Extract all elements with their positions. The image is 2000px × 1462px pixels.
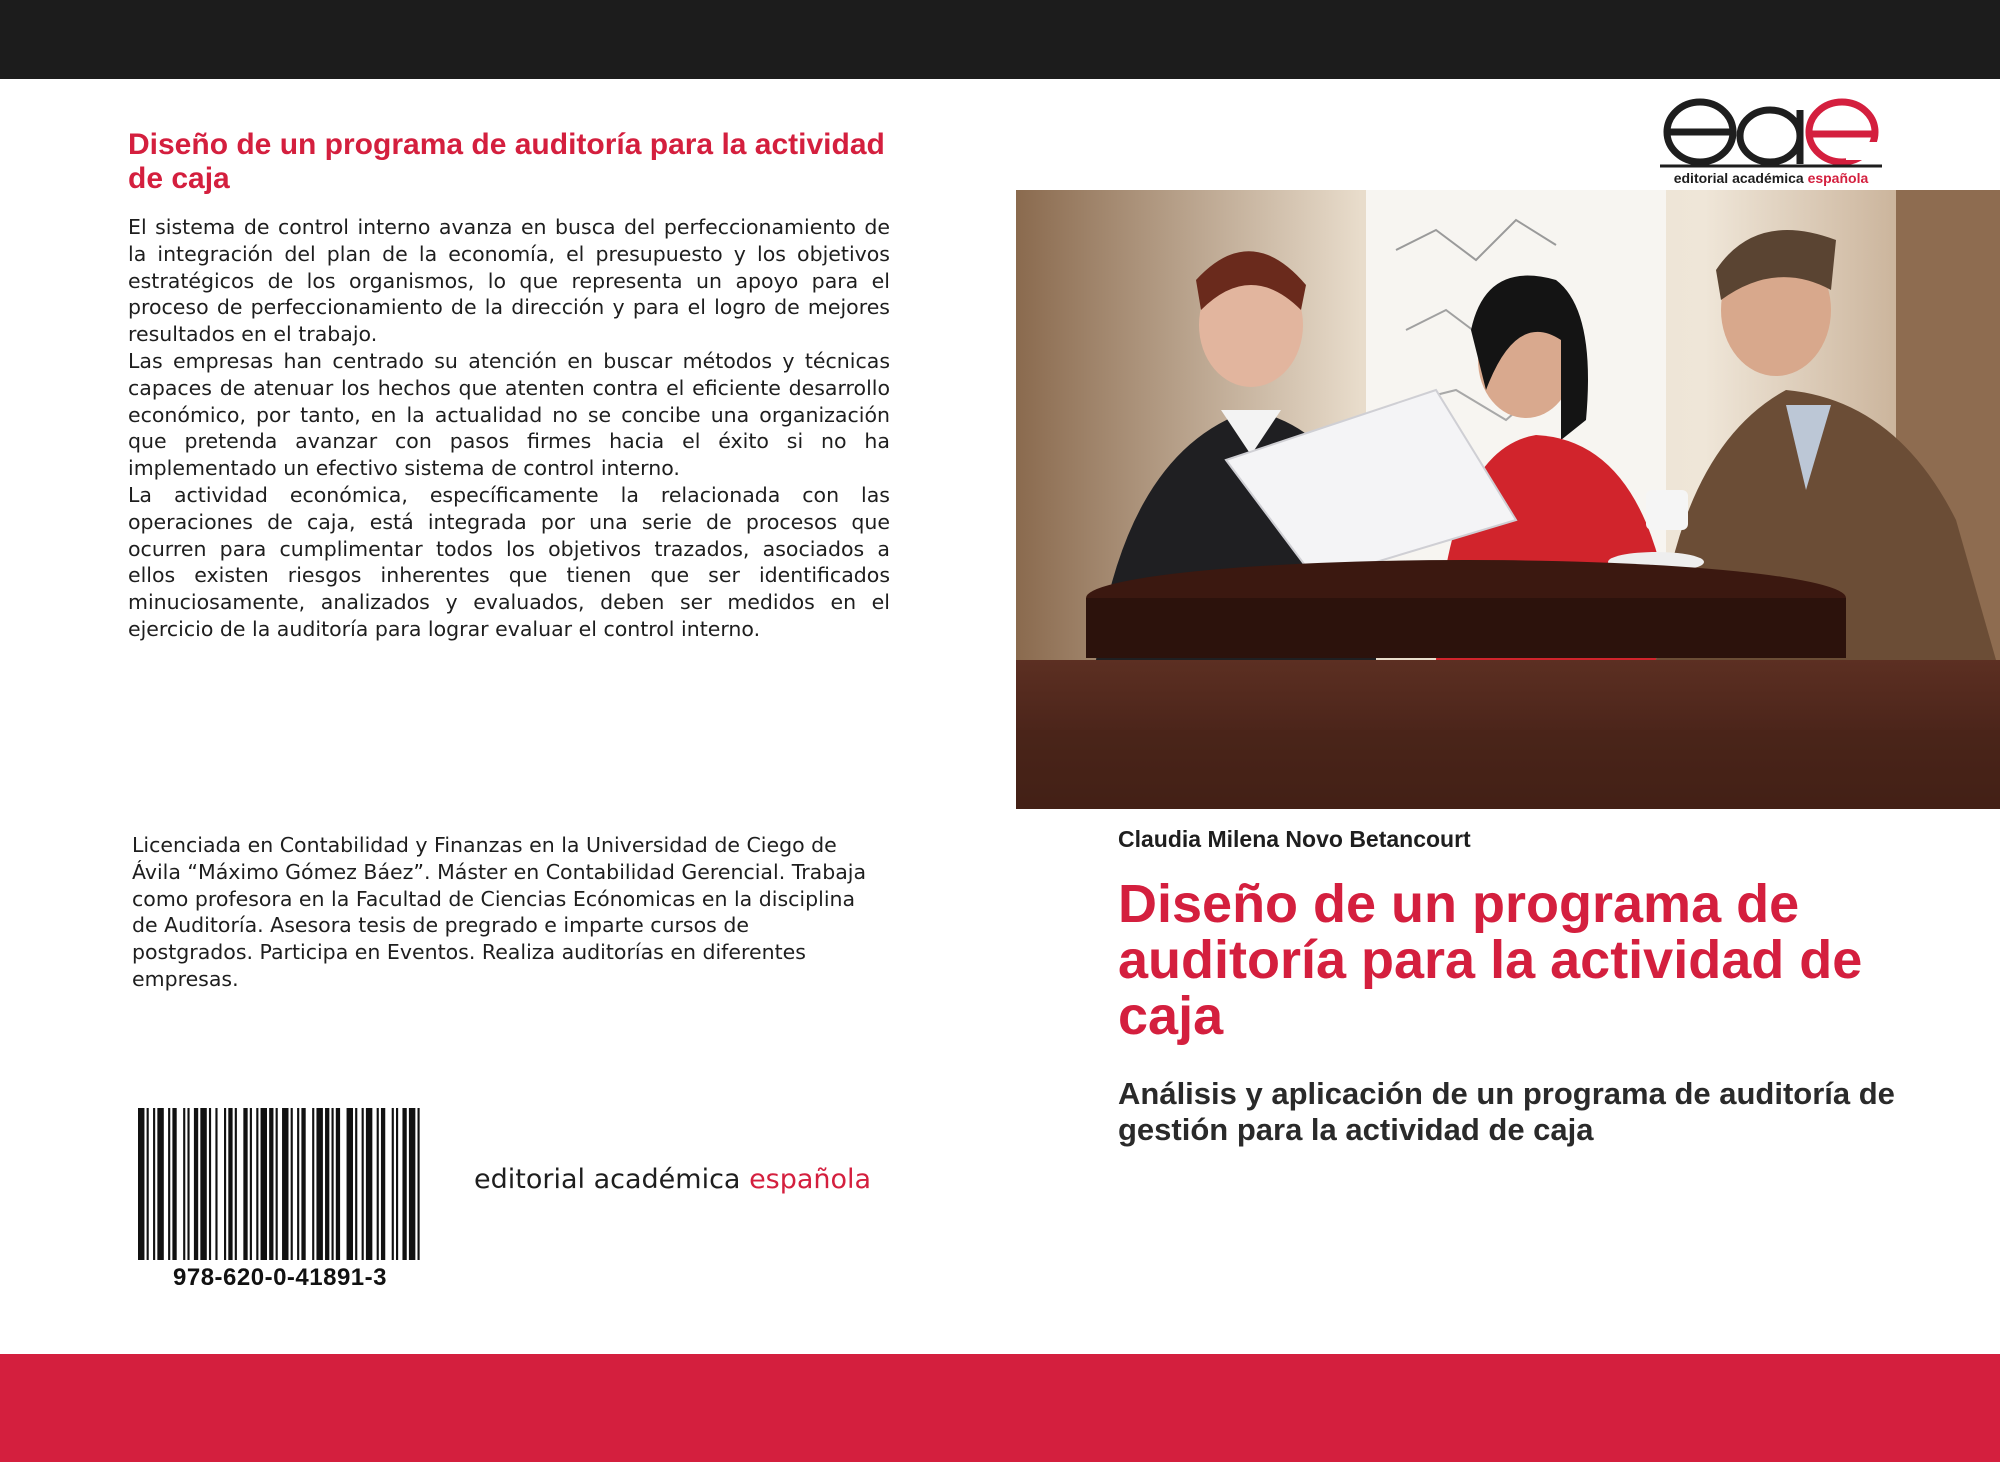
barcode-bar — [301, 1108, 305, 1260]
blurb-paragraph: Las empresas han centrado su atención en buscar métodos y técnicas capaces de atenuar los hechos que atenten contra el eficiente desarrollo económico, por tanto, en la actualidad no se concibe una organización que pretenda avanzar con pasos firmes hacia el éxito si no ha implementado un efectivo sistema de control interno. — [128, 348, 890, 481]
barcode-bar — [402, 1108, 406, 1260]
publisher-logo — [1660, 96, 1882, 188]
cover-photo — [1016, 190, 2000, 809]
barcode-bar — [215, 1108, 217, 1260]
barcode-bar — [194, 1108, 198, 1260]
barcode-bar — [381, 1108, 385, 1260]
barcode-bar — [209, 1108, 211, 1260]
imprint-text: editorial académica — [474, 1164, 750, 1195]
barcode-bar — [355, 1108, 357, 1260]
barcode-bar — [336, 1108, 340, 1260]
barcode-bar — [157, 1108, 163, 1260]
barcode-bar — [291, 1108, 293, 1260]
barcode-bar — [224, 1108, 226, 1260]
barcode-bar — [316, 1108, 322, 1260]
barcode-bar — [243, 1108, 247, 1260]
barcode-bar — [396, 1108, 398, 1260]
barcode-bar — [418, 1108, 420, 1260]
barcode-bar — [325, 1108, 329, 1260]
barcode-bar — [269, 1108, 273, 1260]
barcode-bar — [250, 1108, 252, 1260]
barcode-bar — [261, 1108, 267, 1260]
barcode-bar — [200, 1108, 206, 1260]
barcode-bar — [347, 1108, 353, 1260]
barcode-bar — [297, 1108, 299, 1260]
barcode-bar — [153, 1108, 155, 1260]
barcode-bar — [256, 1108, 258, 1260]
barcode-bar — [409, 1108, 415, 1260]
barcode-bar — [312, 1108, 314, 1260]
barcode — [138, 1108, 422, 1292]
front-cover-title: Diseño de un programa de auditoría para la actividad de caja — [1118, 874, 1863, 1046]
barcode-bar — [183, 1108, 185, 1260]
barcode-bar — [392, 1108, 394, 1260]
top-band — [0, 0, 2000, 79]
author-bio: Licenciada en Contabilidad y Finanzas en la Universidad de Ciego de Ávila “Máximo Gómez Báez”. Máster en Contabilidad Gerencial. Trabaja como profesora en la Facultad de Ciencias Ecónomicas en la disciplina de Auditoría. Asesora tesis de pregrado e imparte cursos de postgrados. Participa en Eventos. Realiza auditorías en diferentes empresas. — [132, 833, 867, 991]
front-cover-subtitle: Análisis y aplicación de un programa de auditoría de gestión para la actividad de caja — [1118, 1076, 1895, 1147]
barcode-bar — [282, 1108, 288, 1260]
eae-logo-icon — [1660, 96, 1882, 168]
blurb-paragraph: El sistema de control interno avanza en busca del perfeccionamiento de la integración del plan de la economía, el presupuesto y los objetivos estratégicos de los organismos, lo que representa un apoyo para el proceso de perfeccionamiento de la dirección y para el logro de mejores resultados en el trabajo. — [128, 215, 890, 347]
logo-caption-accent: española — [1807, 170, 1869, 186]
logo-caption-text: editorial académica — [1673, 170, 1808, 186]
barcode-bar — [228, 1108, 232, 1260]
barcode-bar — [147, 1108, 149, 1260]
bottom-band — [0, 1354, 2000, 1462]
barcode-bar — [138, 1108, 144, 1260]
barcode-bar — [377, 1108, 379, 1260]
business-meeting-photo-icon — [1016, 190, 2000, 809]
blurb-paragraph: La actividad económica, específicamente la relacionada con las operaciones de caja, está integrada por una serie de procesos que ocurren para cumplimentar todos los objetivos trazados, asociados a ellos existen riesgos inherentes que tienen que ser identificados minuciosamente, analizados y evaluados, deben ser medidos en el ejercicio de la auditoría para lograr evaluar el control interno. — [128, 482, 890, 641]
author-name: Claudia Milena Novo Betancourt — [1118, 826, 1471, 852]
barcode-bar — [276, 1108, 278, 1260]
barcode-bar — [332, 1108, 334, 1260]
logo-caption — [1660, 170, 1882, 186]
imprint-accent-text: española — [749, 1164, 872, 1195]
barcode-bar — [172, 1108, 176, 1260]
back-cover-title: Diseño de un programa de auditoría para la actividad de caja — [128, 128, 885, 195]
publisher-imprint — [474, 1164, 871, 1195]
barcode-bar — [366, 1108, 372, 1260]
barcode-bar — [168, 1108, 170, 1260]
back-cover-blurb — [128, 214, 890, 643]
isbn-number: 978-620-0-41891-3 — [173, 1264, 387, 1291]
barcode-icon — [138, 1108, 422, 1260]
barcode-bar — [187, 1108, 189, 1260]
barcode-bar — [362, 1108, 364, 1260]
barcode-bar — [235, 1108, 237, 1260]
